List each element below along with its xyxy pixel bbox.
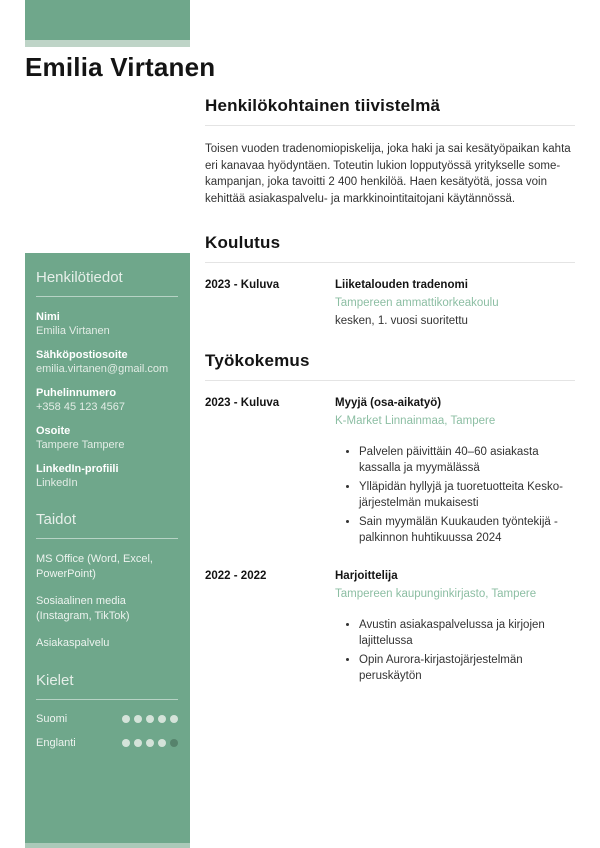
level-dot-filled	[134, 739, 142, 747]
photo-placeholder-accent	[25, 40, 190, 47]
experience-section-title: Työkokemus	[205, 351, 310, 370]
job-bullet: • Sain myymälän Kuukauden työntekijä -palkinnon huhtikuussa 2024	[359, 514, 575, 546]
skill-item: Asiakaspalvelu	[36, 637, 110, 649]
language-name: Suomi	[36, 713, 68, 725]
contact-field-email	[36, 348, 178, 376]
company-name: Tampereen kaupunginkirjasto, Tampere	[335, 588, 537, 600]
level-dot-empty	[170, 739, 178, 747]
candidate-name: Emilia Virtanen	[25, 52, 216, 82]
summary-section	[205, 96, 575, 207]
experience-entry	[205, 569, 575, 687]
linkedin-link[interactable]: LinkedIn	[36, 477, 78, 489]
contact-field-phone	[36, 386, 178, 414]
summary-section-title: Henkilökohtainen tiivistelmä	[205, 96, 441, 115]
education-entry	[205, 278, 575, 329]
language-level-dots	[122, 715, 178, 723]
sidebar	[25, 253, 190, 848]
summary-text: Toisen vuoden tradenomiopiskelija, joka haki ja sai kesätyöpaikan kahta eri kanavaa hyödyntäen. Toteutin lukion lopputyössä yritykselle some-kampanjan, joka tavoitti 2 400 henkilöä. Haen kesätyötä, jossa voin kehittää asiakaspalvelu- ja markkinointitaitojani käytännössä.	[205, 143, 571, 205]
job-bullet: • Palvelen päivittäin 40–60 asiakasta kassalla ja myymälässä	[359, 444, 575, 476]
field-value: Emilia Virtanen	[36, 325, 110, 337]
job-bullet: • Avustin asiakaspalvelussa ja kirjojen lajittelussa	[359, 617, 575, 649]
degree-title: Liiketalouden tradenomi	[335, 279, 468, 291]
field-value: +358 45 123 4567	[36, 401, 126, 413]
language-row	[36, 737, 178, 749]
field-label: Puhelinnumero	[36, 387, 117, 399]
contact-field-address	[36, 424, 178, 452]
level-dot-filled	[146, 715, 154, 723]
experience-section	[205, 351, 575, 687]
skill-item: MS Office (Word, Excel, PowerPoint)	[36, 553, 153, 580]
language-level-dots	[122, 739, 178, 747]
experience-entry	[205, 396, 575, 549]
contact-section	[36, 269, 178, 490]
skills-section	[36, 511, 178, 651]
contact-field-linkedin	[36, 462, 178, 490]
contact-heading: Henkilötiedot	[36, 269, 178, 297]
level-dot-filled	[134, 715, 142, 723]
level-dot-filled	[122, 739, 130, 747]
job-dates: 2023 - Kuluva	[205, 397, 280, 409]
language-name: Englanti	[36, 737, 76, 749]
education-dates: 2023 - Kuluva	[205, 279, 280, 291]
skill-item: Sosiaalinen media (Instagram, TikTok)	[36, 595, 130, 622]
field-value: emilia.virtanen@gmail.com	[36, 363, 169, 375]
education-section	[205, 233, 575, 329]
photo-placeholder	[25, 0, 190, 40]
job-bullet: • Ylläpidän hyllyjä ja tuoretuotteita Kesko-järjestelmän mukaisesti	[359, 479, 575, 511]
field-label: Nimi	[36, 311, 60, 323]
education-status: kesken, 1. vuosi suoritettu	[335, 315, 468, 327]
job-bullet: • Opin Aurora-kirjastojärjestelmän peruskäytön	[359, 652, 575, 684]
contact-field-name	[36, 310, 178, 338]
field-label: LinkedIn-profiili	[36, 463, 119, 475]
job-details	[335, 569, 575, 687]
level-dot-filled	[122, 715, 130, 723]
main-column	[205, 96, 575, 707]
company-name: K-Market Linnainmaa, Tampere	[335, 415, 496, 427]
section-divider	[205, 380, 575, 381]
languages-section	[36, 672, 178, 749]
field-value: Tampere Tampere	[36, 439, 125, 451]
skills-heading: Taidot	[36, 511, 178, 539]
field-label: Osoite	[36, 425, 71, 437]
level-dot-filled	[158, 715, 166, 723]
level-dot-filled	[158, 739, 166, 747]
job-title: Harjoittelija	[335, 570, 398, 582]
job-dates: 2022 - 2022	[205, 570, 267, 582]
section-divider	[205, 262, 575, 263]
education-details	[335, 278, 575, 329]
field-label: Sähköpostiosoite	[36, 349, 128, 361]
languages-heading: Kielet	[36, 672, 178, 700]
education-section-title: Koulutus	[205, 233, 281, 252]
language-row	[36, 713, 178, 725]
job-bullets	[335, 617, 575, 684]
level-dot-filled	[146, 739, 154, 747]
job-details	[335, 396, 575, 549]
section-divider	[205, 125, 575, 126]
level-dot-filled	[170, 715, 178, 723]
school-name: Tampereen ammattikorkeakoulu	[335, 297, 499, 309]
job-title: Myyjä (osa-aikatyö)	[335, 397, 442, 409]
job-bullets	[335, 444, 575, 546]
